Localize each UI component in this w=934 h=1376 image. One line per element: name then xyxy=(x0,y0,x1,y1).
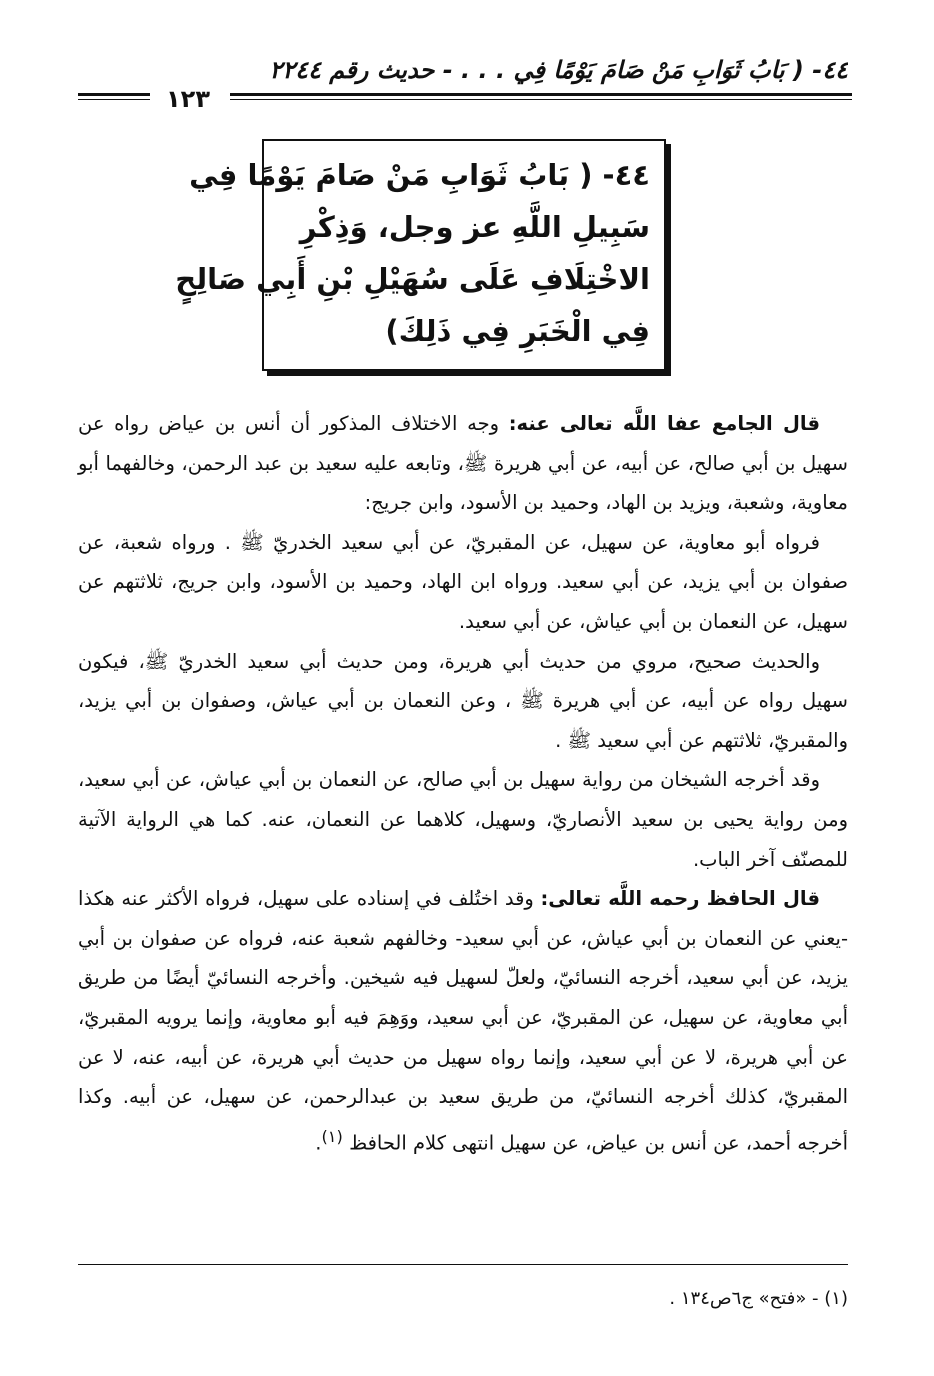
paragraph-1 xyxy=(78,404,848,523)
chapter-title-line: ٤٤- ( بَابُ ثَوَابِ مَنْ صَامَ يَوْمًا فِي xyxy=(189,158,650,192)
paragraph-text: وقد اختُلف في إسناده على سهيل، فرواه الأكثر عنه هكذا -يعني عن النعمان بن أبي عياش، عن أبي سعيد- وخالفهم شعبة عنه، فرواه عن صفوان بن أبي يزيد، عن أبي سعيد، أخرجه النسائيّ، ولعلّ لسهيل فيه شيخين. وأخرجه النسائيّ أيضًا من طريق أبي معاوية، عن سهيل، عن المقبريّ، عن أبي سعيد، ووَهِمَ فيه أبو معاوية، وإنما يرويه المقبريّ، عن أبي هريرة، لا عن أبي سعيد، وإنما رواه سهيل من حديث أبي هريرة، عن أبيه، عنه، لا عن المقبريّ، كذلك أخرجه النسائيّ، من طريق سعيد بن عبدالرحمن، عن سهيل، عن أبيه. وكذا أخرجه أحمد، عن أنس بن عياض، عن سهيل انتهى كلام الحافظ xyxy=(78,887,848,1155)
header-rule-thin xyxy=(230,99,852,100)
chapter-title-line: فِي الْخَبَرِ فِي ذَلِكَ) xyxy=(385,314,650,348)
paragraph-2: فرواه أبو معاوية، عن سهيل، عن المقبريّ، عن أبي سعيد الخدريّ ﷺ . ورواه شعبة، عن صفوان بن أبي يزيد، عن أبي سعيد. ورواه ابن الهاد، وحميد بن الأسود، وابن جريج، ثلاثتهم عن سهيل، عن النعمان بن أبي عياش، عن أبي سعيد. xyxy=(78,530,848,633)
footnote-reference: (١) xyxy=(321,1126,343,1146)
header-rule xyxy=(230,93,852,96)
paragraph-3: والحديث صحيح، مروي من حديث أبي هريرة، ومن حديث أبي سعيد الخدريّ ﷺ، فيكون سهيل رواه عن أبيه، عن أبي هريرة ﷺ ، وعن النعمان بن أبي عياش، وصفوان بن أبي يزيد، والمقبريّ، ثلاثتهم عن أبي سعيد ﷺ . xyxy=(78,649,848,752)
chapter-title-line: سَبِيلِ اللَّهِ عز وجل، وَذِكْرِ xyxy=(299,210,650,244)
chapter-title-box xyxy=(175,139,666,371)
footnote: (١) - «فتح» ج٦ص١٣٤ . xyxy=(669,1288,848,1309)
paragraph-text: وجه الاختلاف المذكور أن أنس بن عياض رواه عن سهيل بن أبي صالح، عن أبيه، عن أبي هريرة ﷺ، وتابعه عليه سعيد بن عبد الرحمن، وخالفهما أبو معاوية، وشعبة، ويزيد بن الهاد، وحميد بن الأسود، وابن جريج: xyxy=(78,412,848,515)
page-number: ١٢٣ xyxy=(166,85,210,113)
page-number-rule xyxy=(78,93,150,96)
paragraph-5 xyxy=(78,879,848,1163)
running-header-title: ٤٤- ( بَابُ ثَوَابِ مَنْ صَامَ يَوْمًا فِي . . . - حديث رقم ٢٢٤٤ xyxy=(269,56,848,84)
footnote-rule xyxy=(78,1264,848,1265)
chapter-title-line: الاخْتِلَافِ عَلَى سُهَيْلِ بْنِ أَبِي صَالِحٍ xyxy=(175,262,650,296)
paragraph-lead: قال الحافظ رحمه اللَّه تعالى: xyxy=(540,887,820,911)
page-number-rule-thin xyxy=(78,99,150,100)
paragraph-lead: قال الجامع عفا اللَّه تعالى عنه: xyxy=(508,412,820,435)
paragraph-end: . xyxy=(315,1131,322,1155)
chapter-title xyxy=(175,149,650,357)
paragraph-4: وقد أخرجه الشيخان من رواية سهيل بن أبي صالح، عن النعمان بن أبي عياش، عن أبي سعيد، ومن رواية يحيى بن سعيد الأنصاريّ، وسهيل، كلاهما عن النعمان، عنه. كما هي الرواية الآتية للمصنّف آخر الباب. xyxy=(78,768,848,871)
body-text xyxy=(78,404,848,1163)
